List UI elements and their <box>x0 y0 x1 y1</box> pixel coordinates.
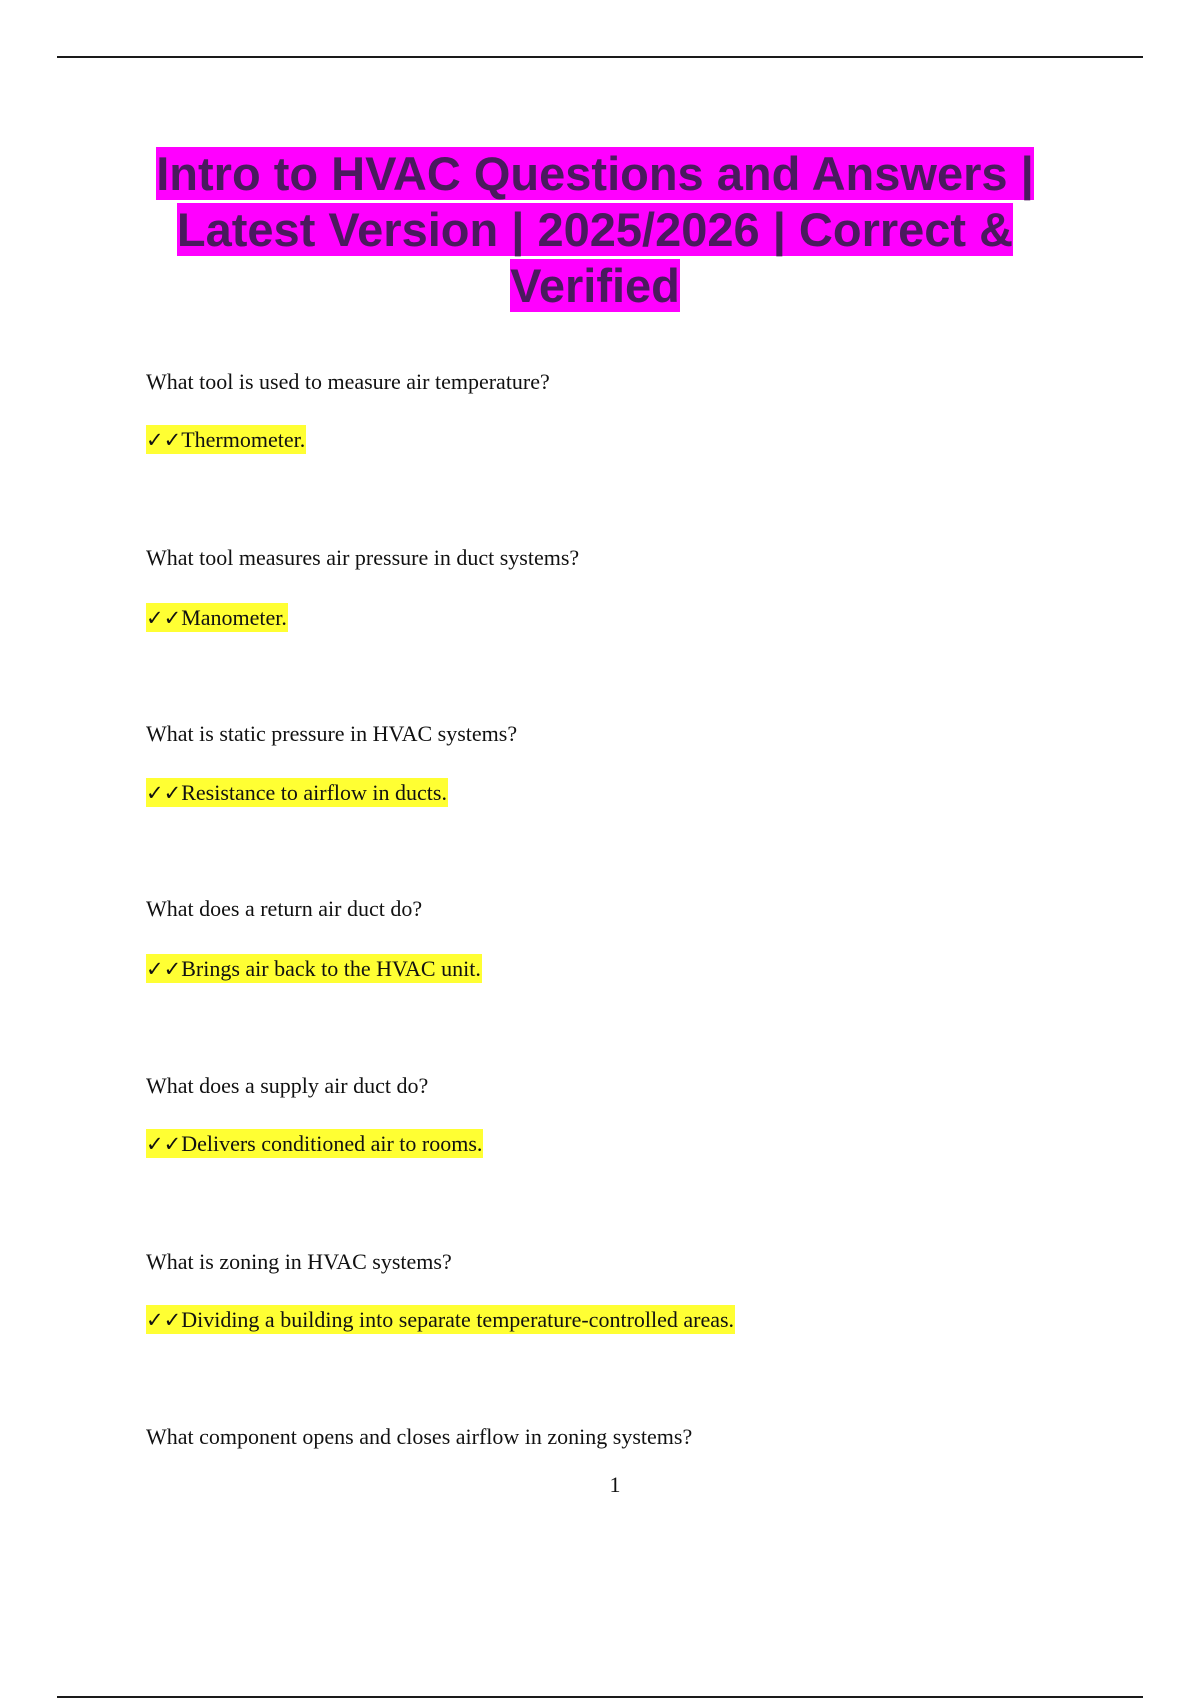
question-6: What is zoning in HVAC systems? <box>146 1249 452 1274</box>
question-7: What component opens and closes airflow in zoning systems? <box>146 1424 693 1449</box>
document-title-text: Intro to HVAC Questions and Answers | Latest Version | 2025/2026 | Correct & Verified <box>156 147 1034 312</box>
double-check-icon: ✓✓ <box>146 428 182 452</box>
answer-6 <box>146 1306 735 1334</box>
answer-text: Brings air back to the HVAC unit. <box>181 956 481 981</box>
double-check-icon: ✓✓ <box>146 957 182 981</box>
question-4: What does a return air duct do? <box>146 896 423 921</box>
answer-highlight <box>146 425 306 454</box>
answer-highlight <box>146 1129 483 1158</box>
answer-highlight <box>146 1305 735 1334</box>
bottom-rule <box>57 1696 1143 1698</box>
double-check-icon: ✓✓ <box>146 781 182 805</box>
answer-1 <box>146 426 306 454</box>
answer-highlight <box>146 603 288 632</box>
double-check-icon: ✓✓ <box>146 1132 182 1156</box>
answer-text: Resistance to airflow in ducts. <box>181 780 447 805</box>
double-check-icon: ✓✓ <box>146 1308 182 1332</box>
answer-text: Manometer. <box>181 605 287 630</box>
question-5: What does a supply air duct do? <box>146 1073 429 1098</box>
double-check-icon: ✓✓ <box>146 606 182 630</box>
answer-5 <box>146 1130 483 1158</box>
answer-4 <box>146 955 482 983</box>
answer-text: Thermometer. <box>181 427 306 452</box>
question-3: What is static pressure in HVAC systems? <box>146 721 518 746</box>
answer-highlight <box>146 954 482 983</box>
question-1: What tool is used to measure air temperature? <box>146 369 550 394</box>
answer-text: Delivers conditioned air to rooms. <box>181 1131 483 1156</box>
question-2: What tool measures air pressure in duct systems? <box>146 545 580 570</box>
answer-2 <box>146 604 288 632</box>
answer-3 <box>146 779 448 807</box>
answer-highlight <box>146 778 448 807</box>
page-number: 1 <box>609 1472 621 1497</box>
answer-text: Dividing a building into separate temperature-controlled areas. <box>181 1307 735 1332</box>
